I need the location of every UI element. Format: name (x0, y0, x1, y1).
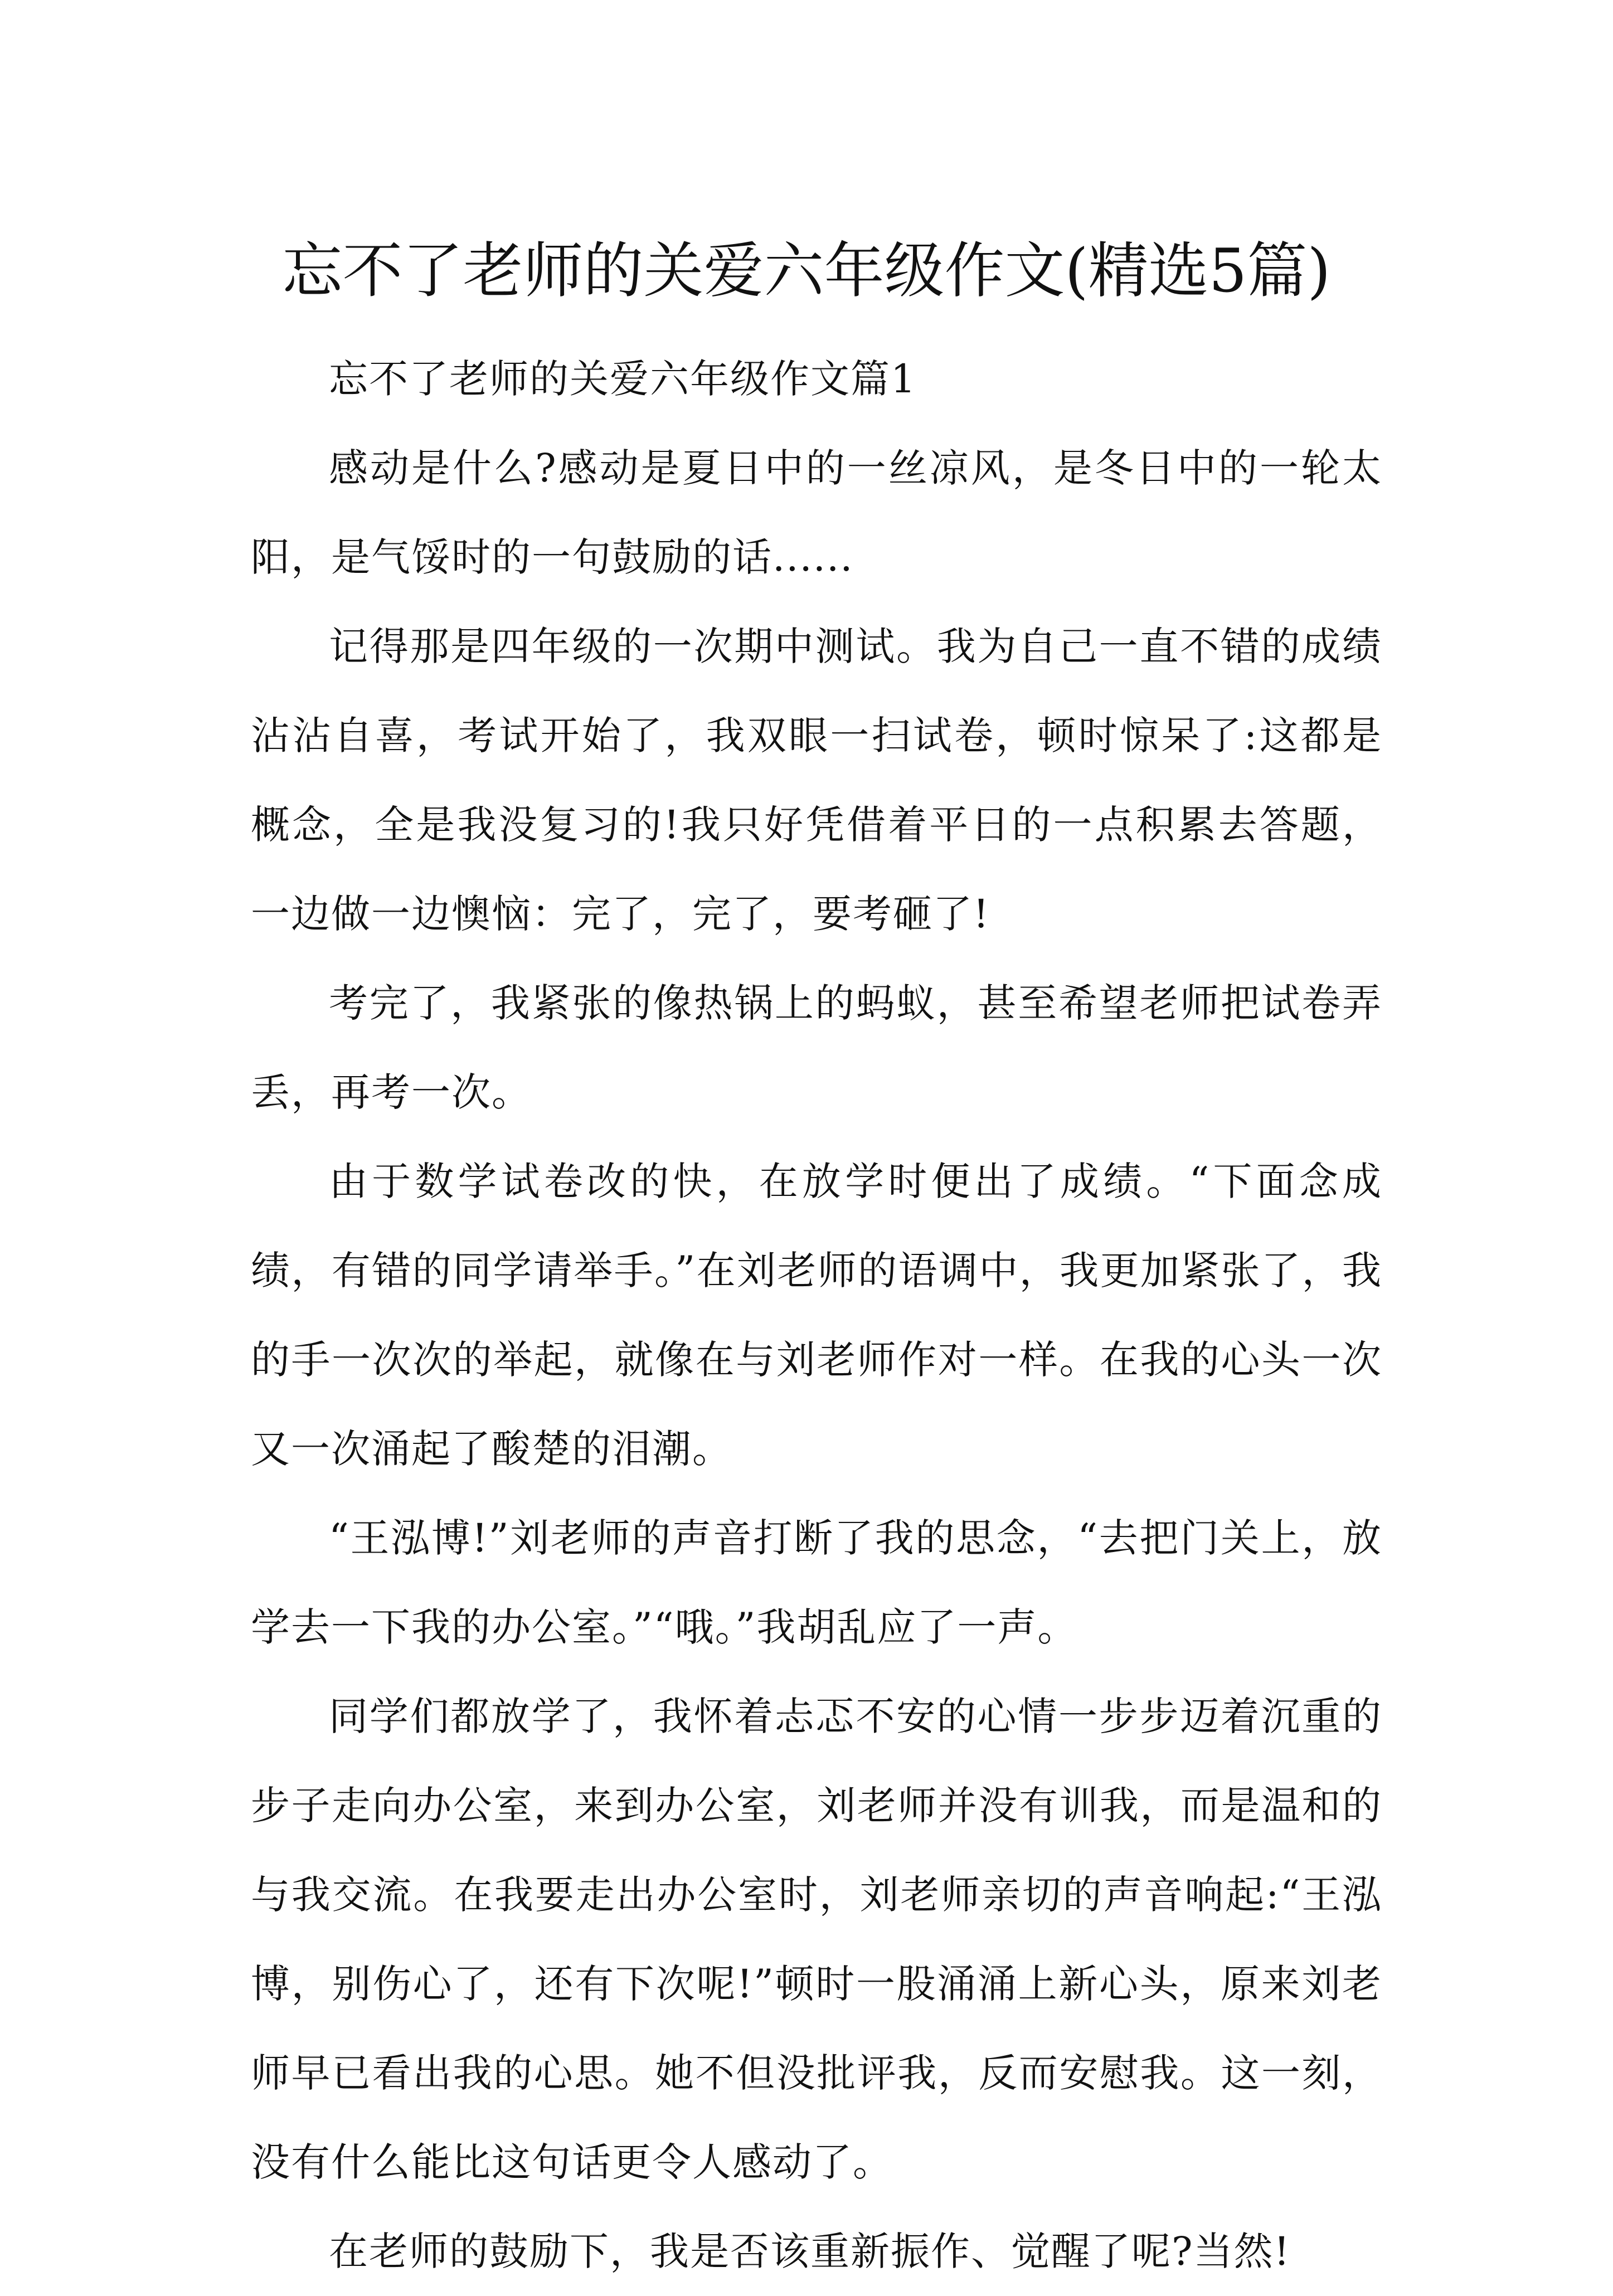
paragraph: 同学们都放学了，我怀着忐忑不安的心情一步步迈着沉重的步子走向办公室，来到办公室，刘老师并没有训我，而是温和的与我交流。在我要走出办公室时，刘老师亲切的声音响起:“王泓博，别伤心了，还有下次呢!”顿时一股涌涌上新心头，原来刘老师早已看出我的心思。她不但没批评我，反而安慰我。这一刻，没有什么能比这句话更令人感动了。 (251, 1694, 1382, 2185)
paragraph: “王泓博!”刘老师的声音打断了我的思念，“去把门关上，放学去一下我的办公室。”“哦。”我胡乱应了一声。 (251, 1515, 1382, 1650)
paragraph: 考完了，我紧张的像热锅上的蚂蚁，甚至希望老师把试卷弄丢，再考一次。 (251, 980, 1382, 1115)
paragraph: 感动是什么?感动是夏日中的一丝凉风，是冬日中的一轮太阳，是气馁时的一句鼓励的话...... (251, 445, 1382, 580)
paragraph: 由于数学试卷改的快，在放学时便出了成绩。“下面念成绩，有错的同学请举手。”在刘老师的语调中，我更加紧张了，我的手一次次的举起，就像在与刘老师作对一样。在我的心头一次又一次涌起了酸楚的泪潮。 (251, 1159, 1382, 1472)
document-body (251, 334, 1382, 2296)
paragraph: 记得那是四年级的一次期中测试。我为自己一直不错的成绩沾沾自喜，考试开始了，我双眼一扫试卷，顿时惊呆了:这都是概念，全是我没复习的!我只好凭借着平日的一点积累去答题，一边做一边懊恼：完了，完了，要考砸了! (251, 624, 1382, 937)
section-heading: 忘不了老师的关爱六年级作文篇1 (329, 356, 917, 402)
paragraph: 在老师的鼓励下，我是否该重新振作、觉醒了呢?当然! (329, 2229, 1291, 2274)
document-title: 忘不了老师的关爱六年级作文(精选5篇) (282, 236, 1331, 307)
